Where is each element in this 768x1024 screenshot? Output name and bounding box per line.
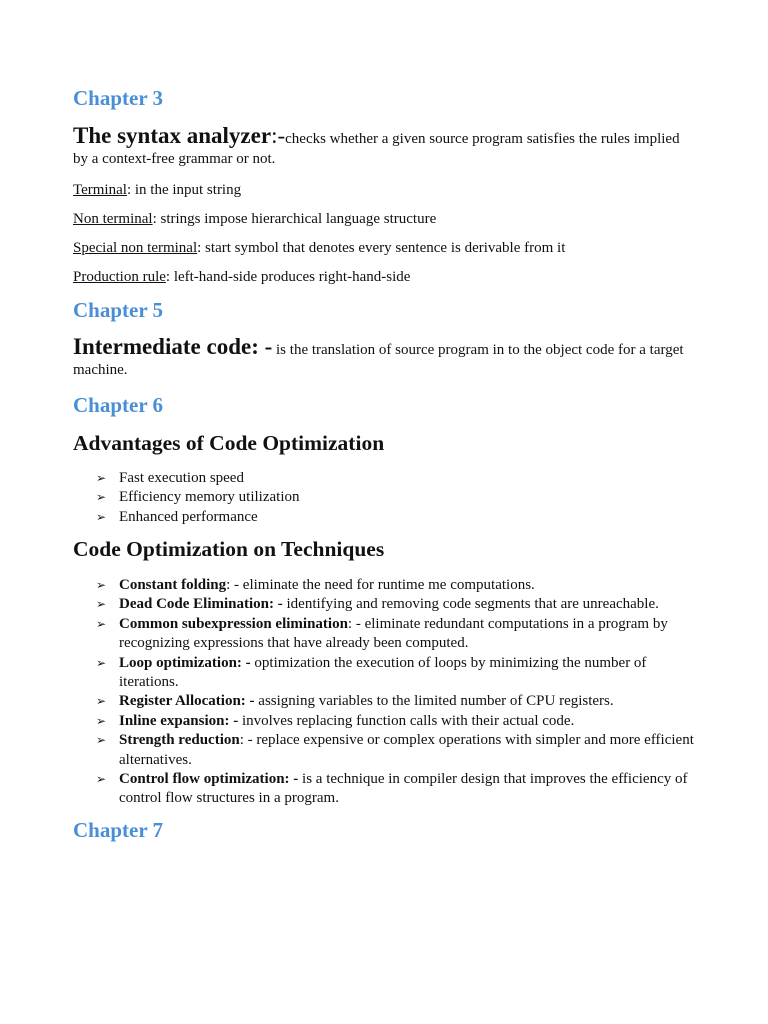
list-item-text: Efficiency memory utilization	[119, 489, 300, 506]
techniques-heading: Code Optimization on Techniques	[73, 537, 385, 561]
techniques-list	[73, 576, 698, 809]
definition-term: Special non terminal	[73, 240, 198, 256]
technique-text: eliminate the need for runtime me computations.	[242, 577, 535, 593]
arrow-bullet-icon: ➢	[96, 471, 107, 485]
technique-separator: : -	[347, 615, 365, 632]
list-item	[73, 731, 698, 770]
list-item	[73, 508, 698, 527]
arrow-bullet-icon: ➢	[96, 655, 107, 670]
technique-separator: : -	[239, 732, 257, 749]
syntax-analyzer-separator: :-	[271, 123, 286, 148]
technique-term: Loop optimization: -	[119, 654, 251, 671]
technique-term: Common subexpression elimination	[119, 615, 348, 632]
technique-term: Constant folding	[119, 577, 227, 593]
definition-text: : left-hand-side produces right-hand-side	[165, 269, 411, 285]
definition-text: : start symbol that denotes every sentence is derivable from it	[197, 240, 566, 256]
list-item	[73, 488, 698, 507]
list-item	[73, 770, 698, 809]
definition-special-non-terminal	[73, 238, 565, 258]
list-item	[73, 692, 698, 711]
technique-term: Control flow optimization: -	[119, 771, 299, 788]
arrow-bullet-icon: ➢	[96, 578, 107, 592]
intermediate-code-paragraph	[73, 334, 698, 380]
arrow-bullet-icon: ➢	[96, 597, 107, 612]
technique-term: Inline expansion: -	[119, 712, 239, 729]
list-item	[73, 576, 698, 595]
technique-text: identifying and removing code segments that are unreachable.	[286, 596, 659, 613]
technique-text: is a technique in compiler design that improves the efficiency of control flow structures in a program.	[119, 771, 688, 807]
syntax-analyzer-paragraph	[73, 123, 698, 169]
arrow-bullet-icon: ➢	[96, 713, 107, 728]
advantages-list	[73, 469, 698, 527]
advantages-heading: Advantages of Code Optimization	[73, 431, 385, 455]
arrow-bullet-icon: ➢	[96, 772, 107, 787]
list-item	[73, 615, 698, 654]
list-item	[73, 712, 698, 731]
definition-text: : in the input string	[126, 182, 242, 198]
chapter-5-heading: Chapter 5	[73, 298, 164, 322]
chapter-7-heading: Chapter 7	[73, 818, 164, 842]
arrow-bullet-icon: ➢	[96, 509, 107, 524]
list-item	[73, 595, 698, 614]
arrow-bullet-icon: ➢	[96, 694, 107, 709]
intermediate-code-term: Intermediate code: -	[73, 334, 273, 359]
definition-term: Terminal	[73, 182, 127, 198]
technique-text: optimization the execution of loops by minimizing the number of iterations.	[119, 654, 647, 691]
definition-term: Production rule	[73, 269, 166, 285]
list-item	[73, 654, 698, 693]
definition-terminal	[73, 180, 241, 200]
technique-text: replace expensive or complex operations with simpler and more efficient alternatives.	[119, 732, 694, 768]
syntax-analyzer-text: checks whether a given source program satisfies the rules implied by a context-free grammar or not.	[73, 131, 680, 167]
list-item-text: Fast execution speed	[119, 470, 244, 486]
intermediate-code-text: is the translation of source program in to the object code for a target machine.	[73, 342, 684, 378]
arrow-bullet-icon: ➢	[96, 616, 107, 631]
arrow-bullet-icon: ➢	[96, 733, 107, 748]
definition-non-terminal	[73, 209, 436, 229]
definition-production-rule	[73, 267, 410, 287]
technique-separator: : -	[226, 577, 243, 593]
syntax-analyzer-term: The syntax analyzer	[73, 123, 272, 148]
technique-text: involves replacing function calls with their actual code.	[241, 712, 575, 729]
chapter-6-heading: Chapter 6	[73, 393, 164, 417]
definition-term: Non terminal	[73, 211, 153, 227]
definition-text: : strings impose hierarchical language structure	[152, 211, 437, 227]
technique-term: Register Allocation: -	[119, 693, 255, 710]
technique-term: Dead Code Elimination: -	[119, 596, 283, 613]
technique-text: assigning variables to the limited number of CPU registers.	[258, 693, 614, 710]
technique-term: Strength reduction	[119, 732, 240, 749]
chapter-3-heading: Chapter 3	[73, 86, 164, 110]
list-item-text: Enhanced performance	[119, 508, 258, 525]
arrow-bullet-icon: ➢	[96, 490, 107, 505]
technique-text: eliminate redundant computations in a program by recognizing expressions that have already been computed.	[119, 615, 668, 652]
list-item	[73, 469, 698, 488]
